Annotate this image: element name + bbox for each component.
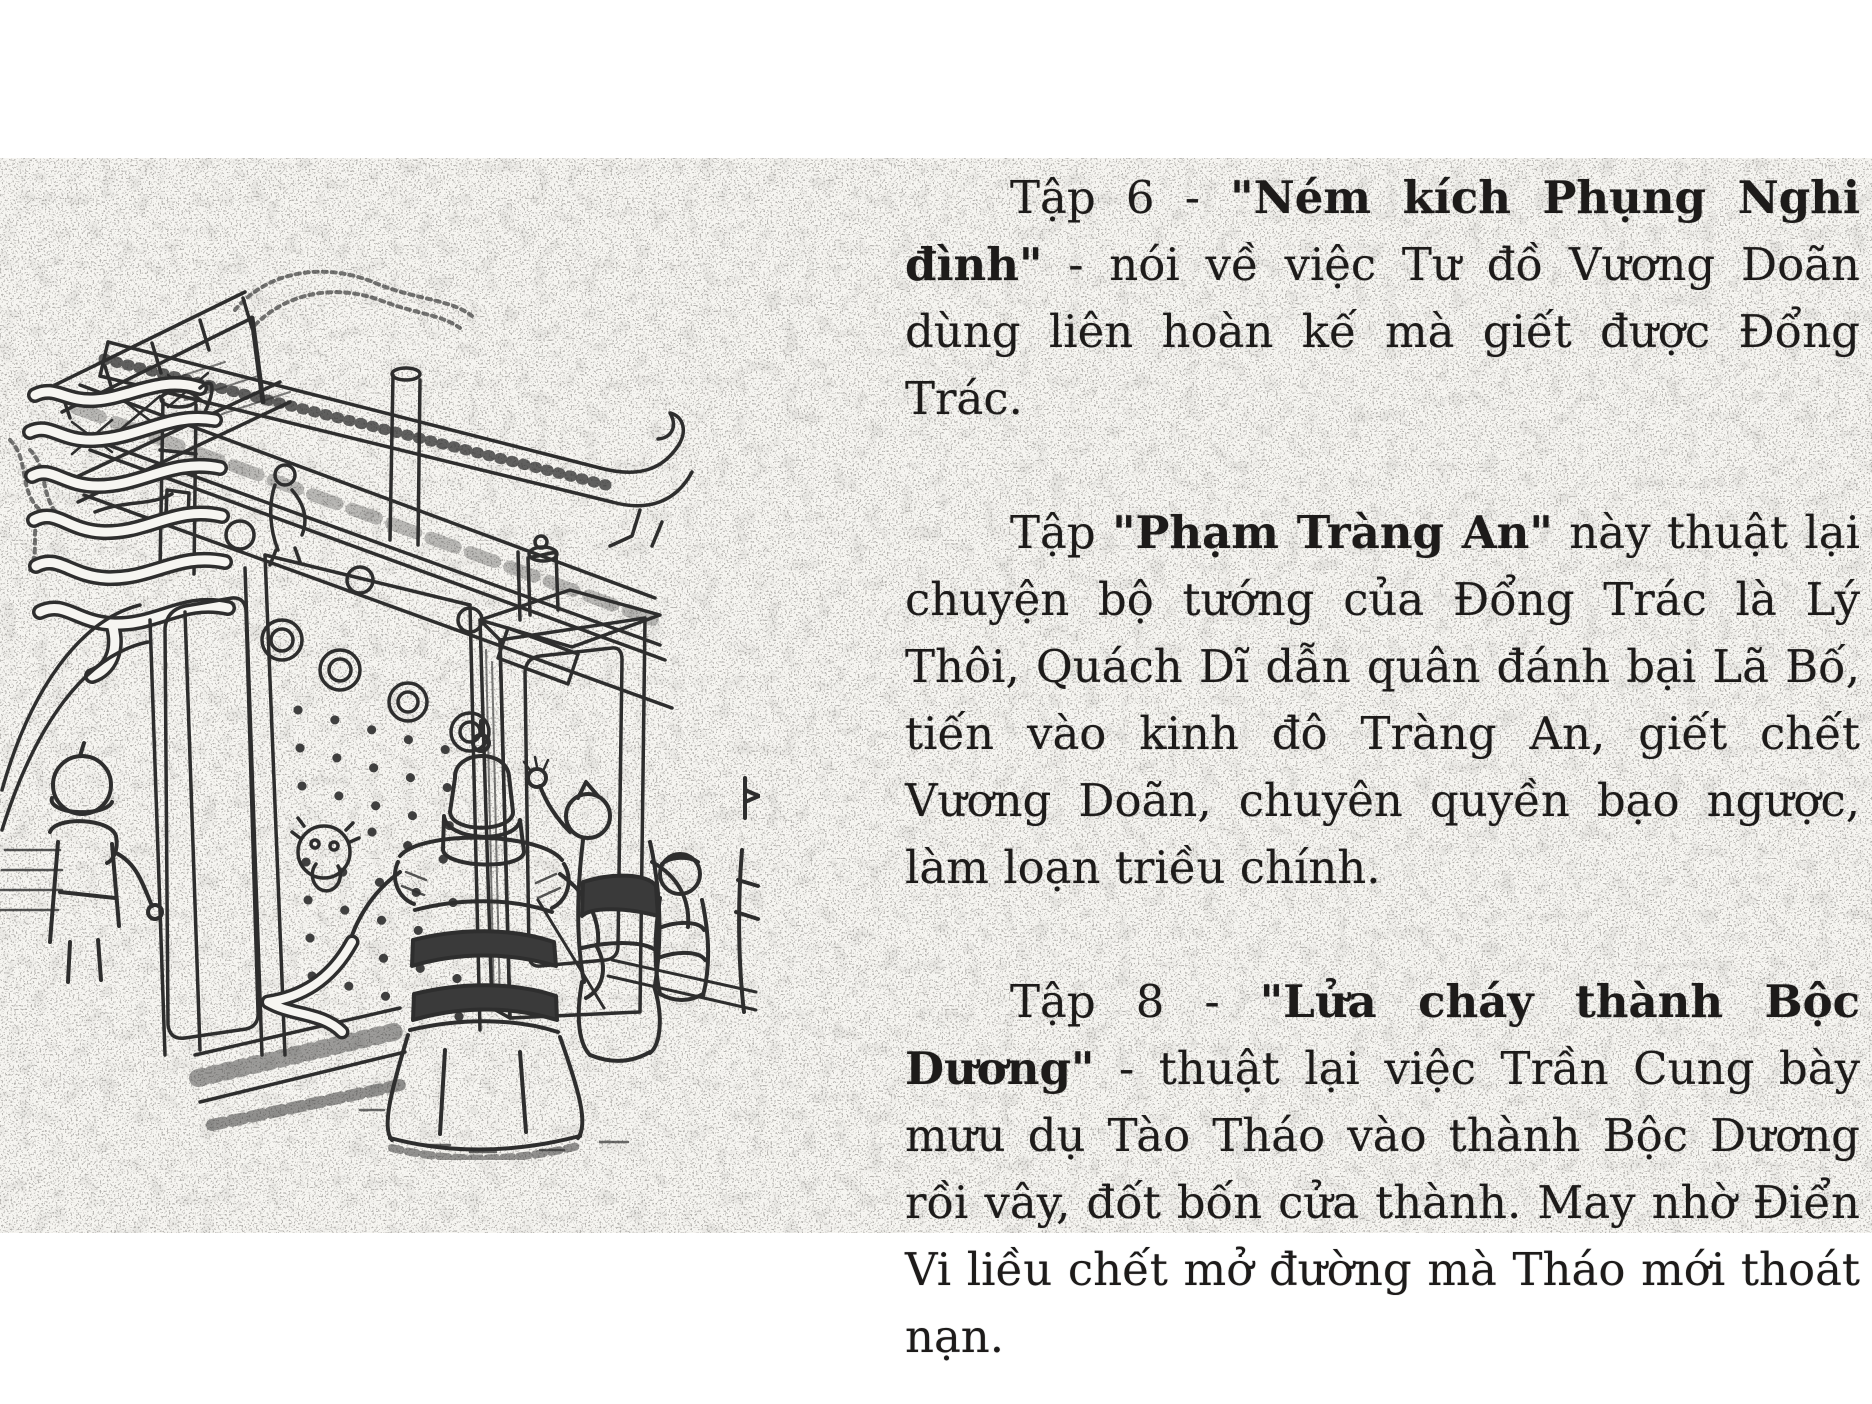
text-run: - nói về việc Tư đồ Vương Doãn dùng liên hoàn kế mà giết được Đổng Trác.	[905, 238, 1860, 425]
text-run: "Ném kích Phụng Nghi đình"	[905, 171, 1860, 291]
text-run: này thuật lại chuyện bộ tướng của Đổng Trác là Lý Thôi, Quách Dĩ dẫn quân đánh bại Lã Bố, tiến vào kinh đô Tràng An, giết chết Vương Doãn, chuyên quyền bạo ngược, làm loạn triều chính.	[905, 506, 1860, 894]
left-figure	[0, 743, 162, 982]
foreground-railing	[538, 900, 756, 1010]
paragraph	[905, 499, 1860, 901]
lion-knocker	[292, 818, 359, 891]
text-run: - thuật lại việc Trần Cung bày mưu dụ Tào Tháo vào thành Bộc Dương rồi vây, đốt bốn cửa thành. May nhờ Điển Vi liều chết mở đường mà Tháo mới thoát nạn.	[905, 1042, 1860, 1363]
text-column	[905, 164, 1860, 1370]
text-run: Tập 6 -	[1010, 171, 1231, 224]
edge-figure	[736, 778, 759, 1012]
studded-door	[265, 555, 480, 1055]
text-run: Tập 8 -	[1010, 975, 1260, 1028]
paragraph	[905, 164, 1860, 432]
text-run: "Lửa cháy thành Bộc Dương"	[905, 975, 1860, 1095]
paragraph	[905, 968, 1860, 1370]
text-run: "Phạm Tràng An"	[1112, 506, 1553, 559]
ground-hatches	[360, 1110, 628, 1152]
main-warrior	[268, 721, 603, 1159]
gate-illustration	[0, 150, 760, 1160]
text-run: Tập	[1010, 506, 1113, 559]
